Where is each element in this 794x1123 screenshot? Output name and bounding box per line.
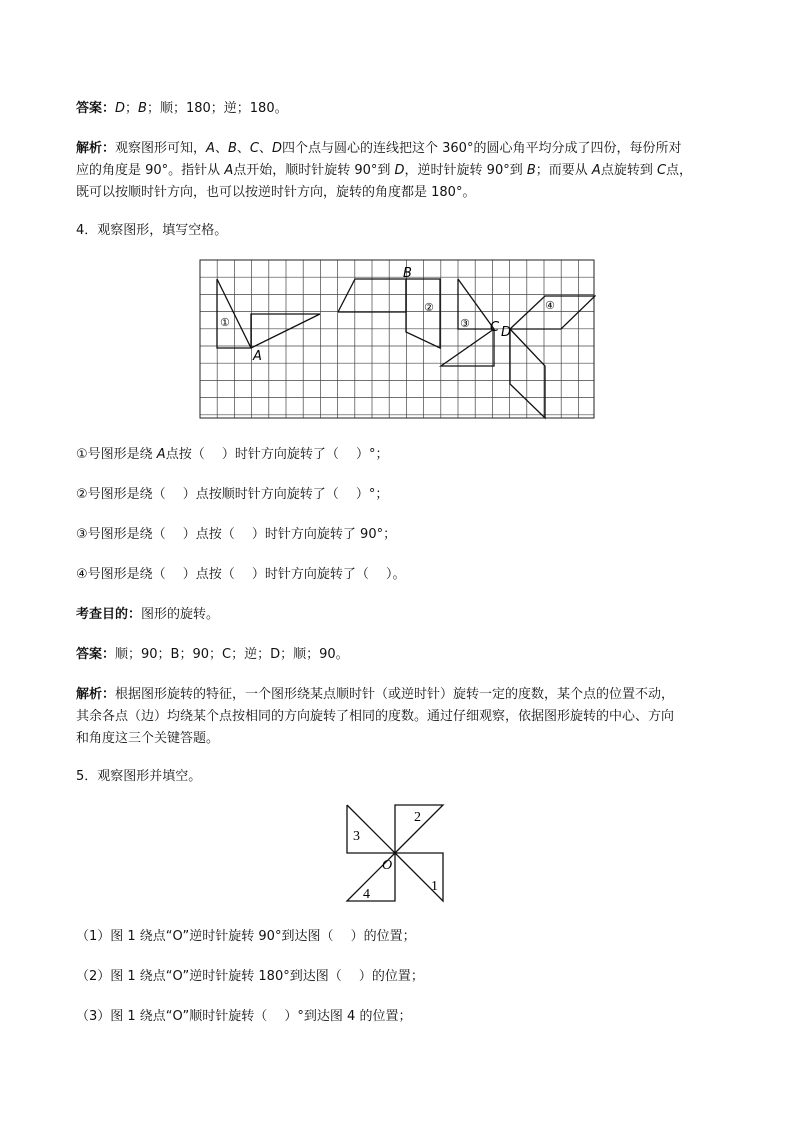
question-4-grid-figure — [198, 258, 596, 420]
text-run: ①号图形是绕 — [76, 447, 157, 462]
q5-item-3: （3）图 1 绕点“O”顺时针旋转（ ）°到达图 4 的位置； — [76, 1009, 412, 1024]
answer-part: B — [138, 101, 147, 116]
text-run: ；而要从 — [535, 163, 592, 178]
text-run: A — [224, 163, 234, 178]
shape-1-triangle — [217, 279, 251, 348]
pinwheel-number-1: 1 — [431, 879, 438, 894]
pinwheel-number-3: 3 — [353, 829, 360, 844]
answer-label: 答案： — [76, 647, 116, 662]
q5-item-1: （1）图 1 绕点“O”逆时针旋转 90°到达图（ ）的位置； — [76, 929, 416, 944]
text-run: C — [249, 141, 259, 156]
analysis-line-1 — [76, 138, 681, 160]
text-run: 应的角度是 90°。指针从 — [76, 163, 225, 178]
grid-border — [200, 260, 594, 418]
answer-part: ； — [125, 101, 139, 116]
q4-answer — [76, 644, 349, 666]
text-run: C — [656, 163, 667, 178]
text-run: D — [271, 141, 282, 156]
text-run: 观察图形可知， — [115, 141, 207, 156]
text-run: A — [156, 447, 166, 462]
q5-item-2: （2）图 1 绕点“O”逆时针旋转 180°到达图（ ）的位置； — [76, 969, 424, 984]
text-run: 、 — [258, 141, 272, 156]
shape-3-rotated-triangle — [441, 329, 494, 366]
pinwheel-number-2: 2 — [414, 810, 421, 825]
text-run: 根据图形旋转的特征，一个图形绕某点顺时针（或逆时针）旋转一定的度数，某个点的位置不动， — [115, 687, 675, 702]
question-5-title: 5．观察图形并填空。 — [76, 769, 202, 784]
text-run: 点开始，顺时针旋转 90°到 — [233, 163, 395, 178]
text-run: A — [591, 163, 601, 178]
question-5-pinwheel-figure — [344, 802, 446, 904]
shape-number-4: ④ — [545, 299, 555, 312]
q4-blank-4: ④号图形是绕（ ）点按（ ）时针方向旋转了（ ）。 — [76, 567, 406, 582]
grid-lines — [200, 260, 594, 418]
text-run: A — [206, 141, 215, 156]
label-D: D — [501, 325, 512, 340]
text-run: 点旋转到 — [600, 163, 657, 178]
text-run: B — [526, 163, 536, 178]
answer-line-1 — [76, 98, 288, 120]
text-run: D — [394, 163, 405, 178]
answer-part: D — [115, 101, 126, 116]
text-run: 、 — [214, 141, 228, 156]
q4-analysis-line-1 — [76, 684, 674, 706]
text-run: ，逆时针旋转 90°到 — [404, 163, 527, 178]
pinwheel-number-4: 4 — [363, 887, 370, 902]
text-run: 点按（ ）时针方向旋转了（ ）°； — [165, 447, 389, 462]
analysis-line-2 — [76, 160, 692, 182]
text-run: 、 — [236, 141, 250, 156]
q4-analysis-line-2: 其余各点（边）均绕某个点按相同的方向旋转了相同的度数。通过仔细观察，依据图形旋转的中心、方向 — [76, 709, 675, 724]
shape-1-rotated-triangle — [251, 314, 320, 348]
center-label-O: O — [382, 858, 393, 873]
shape-4-rotated-parallelogram — [510, 329, 545, 418]
q4-analysis-line-3: 和角度这三个关键答题。 — [76, 731, 220, 746]
text-run: 四个点与圆心的连线把这个 360°的圆心角平均分成了四份，每份所对 — [282, 141, 682, 156]
q4-blank-2: ②号图形是绕（ ）点按顺时针方向旋转了（ ）°； — [76, 487, 389, 502]
analysis-label: 解析： — [76, 141, 116, 156]
purpose-label: 考查目的： — [76, 607, 142, 622]
shape-number-1: ① — [220, 316, 230, 329]
q4-blank-3: ③号图形是绕（ ）点按（ ）时针方向旋转了 90°； — [76, 527, 397, 542]
label-A: A — [253, 349, 262, 364]
answer-label: 答案： — [76, 101, 116, 116]
label-C: C — [490, 320, 500, 335]
purpose-text: 图形的旋转。 — [141, 607, 220, 622]
shape-number-3: ③ — [460, 317, 470, 330]
label-B: B — [403, 266, 412, 281]
shape-number-2: ② — [424, 301, 434, 314]
question-4-title: 4．观察图形，填写空格。 — [76, 223, 228, 238]
answer-text: 顺；90；B；90；C；逆；D；顺；90。 — [115, 647, 349, 662]
shape-2-quadrilateral — [406, 279, 440, 348]
answer-part: ；顺；180；逆；180。 — [146, 101, 288, 116]
q4-blank-1 — [76, 444, 388, 466]
q4-purpose — [76, 604, 219, 626]
analysis-label: 解析： — [76, 687, 116, 702]
analysis-line-3: 既可以按顺时针方向，也可以按逆时针方向，旋转的角度都是 180°。 — [76, 185, 476, 200]
text-run: 点， — [666, 163, 693, 178]
text-run: B — [227, 141, 237, 156]
